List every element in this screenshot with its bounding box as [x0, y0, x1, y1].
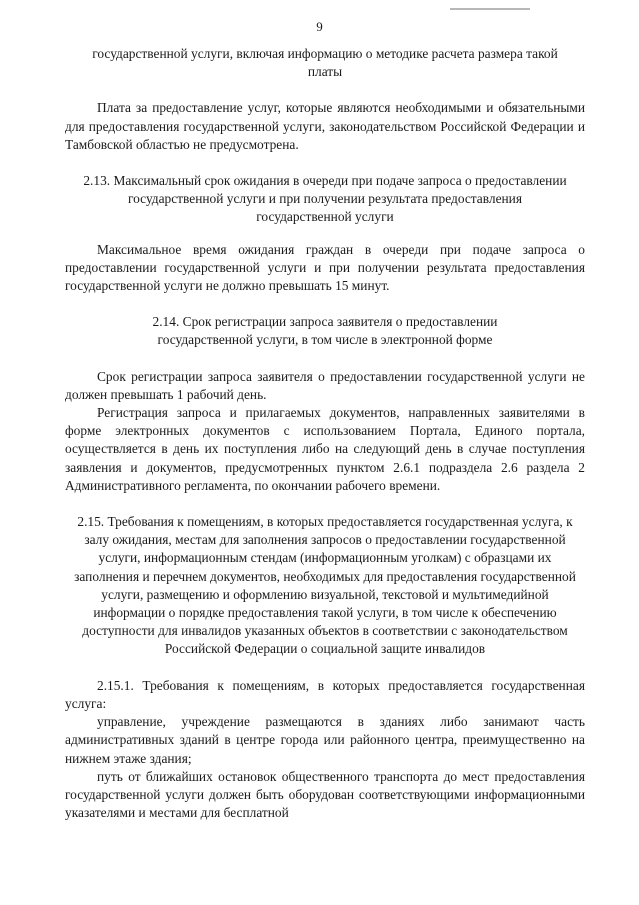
section-heading-2-13: 2.13. Максимальный срок ожидания в очереди при подаче запроса о предоставлении государственной услуги и при получении результата предоставления государственной услуги — [83, 173, 567, 225]
paragraph-fee-not-required: Плата за предоставление услуг, которые являются необходимыми и обязательными для предоставления государственной услуги, законодательством Российской Федерации и Тамбовской областью не предусмотрена. — [65, 100, 585, 152]
paragraph-queue-time: Максимальное время ожидания граждан в очереди при подаче запроса о предоставлении государственной услуги и при получении результата предоставления государственной услуги не должно превышать 15 минут. — [65, 241, 585, 294]
paragraph-2-15-1: 2.15.1. Требования к помещениям, в которых предоставляется государственная услуга: — [65, 677, 585, 711]
paragraph-building-placement: управление, учреждение размещаются в зданиях либо занимают часть административных зданий в центре города или районного центра, преимущественно на нижнем этаже здания; — [65, 714, 585, 766]
document-body — [65, 45, 585, 822]
section-heading-2-14: 2.14. Срок регистрации запроса заявителя о предоставлении государственной услуги, в том числе в электронной форме — [152, 314, 498, 348]
section-heading-continuation: государственной услуги, включая информацию о методике расчета размера такой платы — [92, 46, 558, 80]
page-number: 9 — [316, 19, 323, 34]
section-heading-2-15: 2.15. Требования к помещениям, в которых предоставляется государственная услуга, к залу ожидания, местам для заполнения запросов о предоставлении государственной услуги, информационным стендам (информационным уголкам) с образцами их заполнения и перечнем документов, необходимых для предоставления государственной услуги, размещению и оформлению визуальной, текстовой и мультимедийной информации о порядке предоставления такой услуги, в том числе к обеспечению доступности для инвалидов указанных объектов в соответствии с законодательством Российской Федерации о социальной защите инвалидов — [74, 514, 576, 657]
scan-artifact — [450, 8, 530, 10]
paragraph-transport-path: путь от ближайших остановок общественного транспорта до мест предоставления государственной услуги должен быть оборудован соответствующими информационными указателями и местами для бесплатной — [65, 768, 585, 821]
paragraph-electronic-registration: Регистрация запроса и прилагаемых документов, направленных заявителями в форме электронных документов с использованием Портала, Единого портала, осуществляется в день их поступления либо на следующий день в случае поступления заявления и документов, предусмотренных пунктом 2.6.1 подраздела 2.6 раздела 2 Административного регламента, по окончании рабочего времени. — [65, 405, 585, 493]
paragraph-registration-term: Срок регистрации запроса заявителя о предоставлении государственной услуги не должен превышать 1 рабочий день. — [65, 368, 585, 402]
